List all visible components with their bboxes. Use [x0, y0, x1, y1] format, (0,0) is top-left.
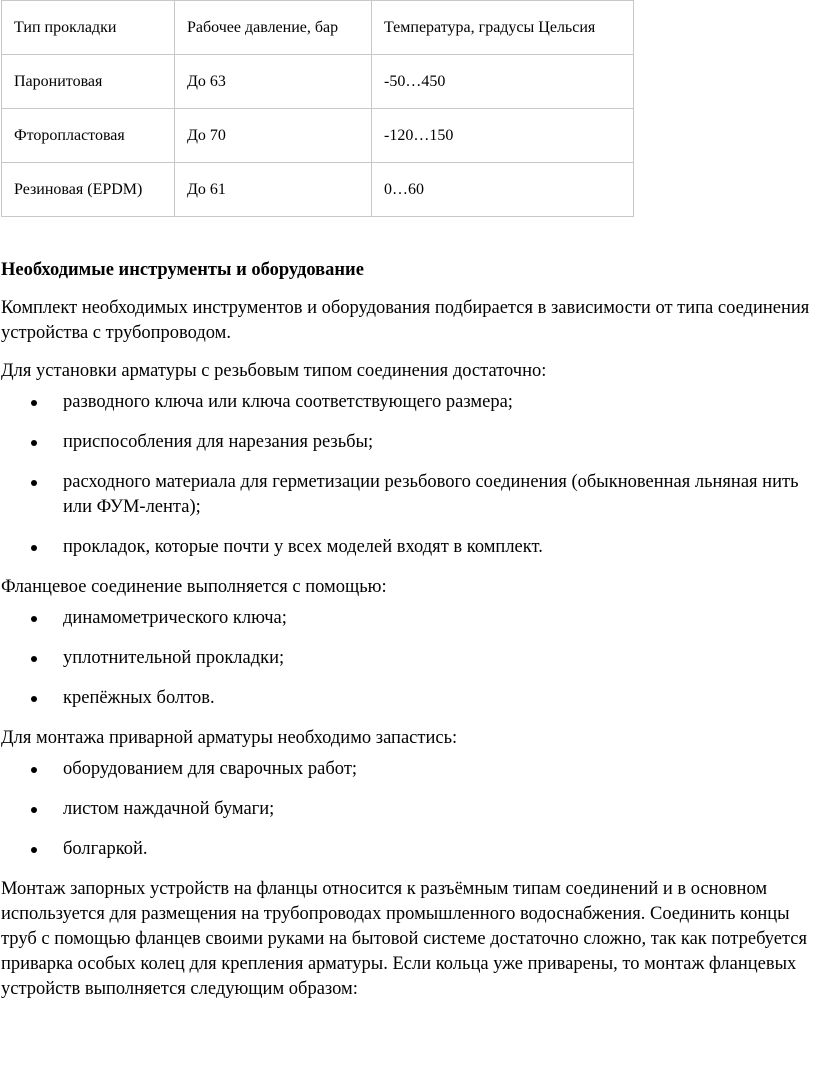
table-cell: До 63: [175, 55, 372, 109]
bullet-icon: [31, 696, 37, 702]
list-item: [1, 686, 816, 711]
bullet-icon: [31, 847, 37, 853]
list-item-text: оборудованием для сварочных работ;: [63, 759, 358, 779]
table-cell: -50…450: [372, 55, 634, 109]
intro-paragraph: Комплект необходимых инструментов и оборудования подбирается в зависимости от типа соединения устройства с трубопроводом.: [1, 298, 810, 343]
table-cell: Фторопластовая: [2, 109, 175, 163]
list-item: [1, 535, 816, 560]
list-item: [1, 390, 816, 415]
list-item-text: приспособления для нарезания резьбы;: [63, 432, 374, 452]
bullet-icon: [31, 807, 37, 813]
list-item: [1, 837, 816, 862]
list-item-text: разводного ключа или ключа соответствующего размера;: [63, 392, 513, 412]
table-row: [2, 109, 634, 163]
bullet-icon: [31, 400, 37, 406]
table-row: [2, 163, 634, 217]
bullet-icon: [31, 440, 37, 446]
list-item-text: крепёжных болтов.: [63, 688, 215, 708]
list-item: [1, 797, 816, 822]
list-item-text: расходного материала для герметизации резьбового соединения (обыкновенная льняная нить или ФУМ-лента);: [63, 472, 799, 517]
welded-tools-list: [1, 757, 816, 862]
flanged-lead-paragraph: Фланцевое соединение выполняется с помощью:: [1, 577, 387, 597]
bullet-icon: [31, 767, 37, 773]
bullet-icon: [31, 480, 37, 486]
welded-lead-paragraph: Для монтажа приварной арматуры необходимо запастись:: [1, 728, 458, 748]
list-item: [1, 646, 816, 671]
gasket-specs-table: [1, 0, 634, 217]
list-item-text: листом наждачной бумаги;: [63, 799, 275, 819]
table-header-cell: Рабочее давление, бар: [175, 1, 372, 55]
table-cell: До 61: [175, 163, 372, 217]
list-item: [1, 757, 816, 782]
table-cell: До 70: [175, 109, 372, 163]
table-header-cell: Температура, градусы Цельсия: [372, 1, 634, 55]
list-item: [1, 470, 816, 520]
table-cell: Резиновая (EPDM): [2, 163, 175, 217]
article-body: [1, 258, 816, 1002]
list-item: [1, 606, 816, 631]
bullet-icon: [31, 616, 37, 622]
table-cell: -120…150: [372, 109, 634, 163]
bullet-icon: [31, 545, 37, 551]
list-item-text: динамометрического ключа;: [63, 608, 287, 628]
table-cell: Паронитовая: [2, 55, 175, 109]
bullet-icon: [31, 656, 37, 662]
list-item-text: уплотнительной прокладки;: [63, 648, 285, 668]
table-cell: 0…60: [372, 163, 634, 217]
threaded-lead-paragraph: Для установки арматуры с резьбовым типом соединения достаточно:: [1, 361, 547, 381]
table-header-cell: Тип прокладки: [2, 1, 175, 55]
closing-paragraph: Монтаж запорных устройств на фланцы относится к разъёмным типам соединений и в основном используется для размещения на трубопроводах промышленного водоснабжения. Соединить концы труб с помощью фланцев своими руками на бытовой системе достаточно сложно, так как потребуется приварка особых колец для крепления арматуры. Если кольца уже приварены, то монтаж фланцевых устройств выполняется следующим образом:: [1, 879, 808, 999]
table-header-row: [2, 1, 634, 55]
section-heading: Необходимые инструменты и оборудование: [1, 260, 364, 280]
list-item-text: прокладок, которые почти у всех моделей входят в комплект.: [63, 537, 543, 557]
flanged-tools-list: [1, 606, 816, 711]
threaded-tools-list: [1, 390, 816, 560]
list-item: [1, 430, 816, 455]
list-item-text: болгаркой.: [63, 839, 148, 859]
table-row: [2, 55, 634, 109]
